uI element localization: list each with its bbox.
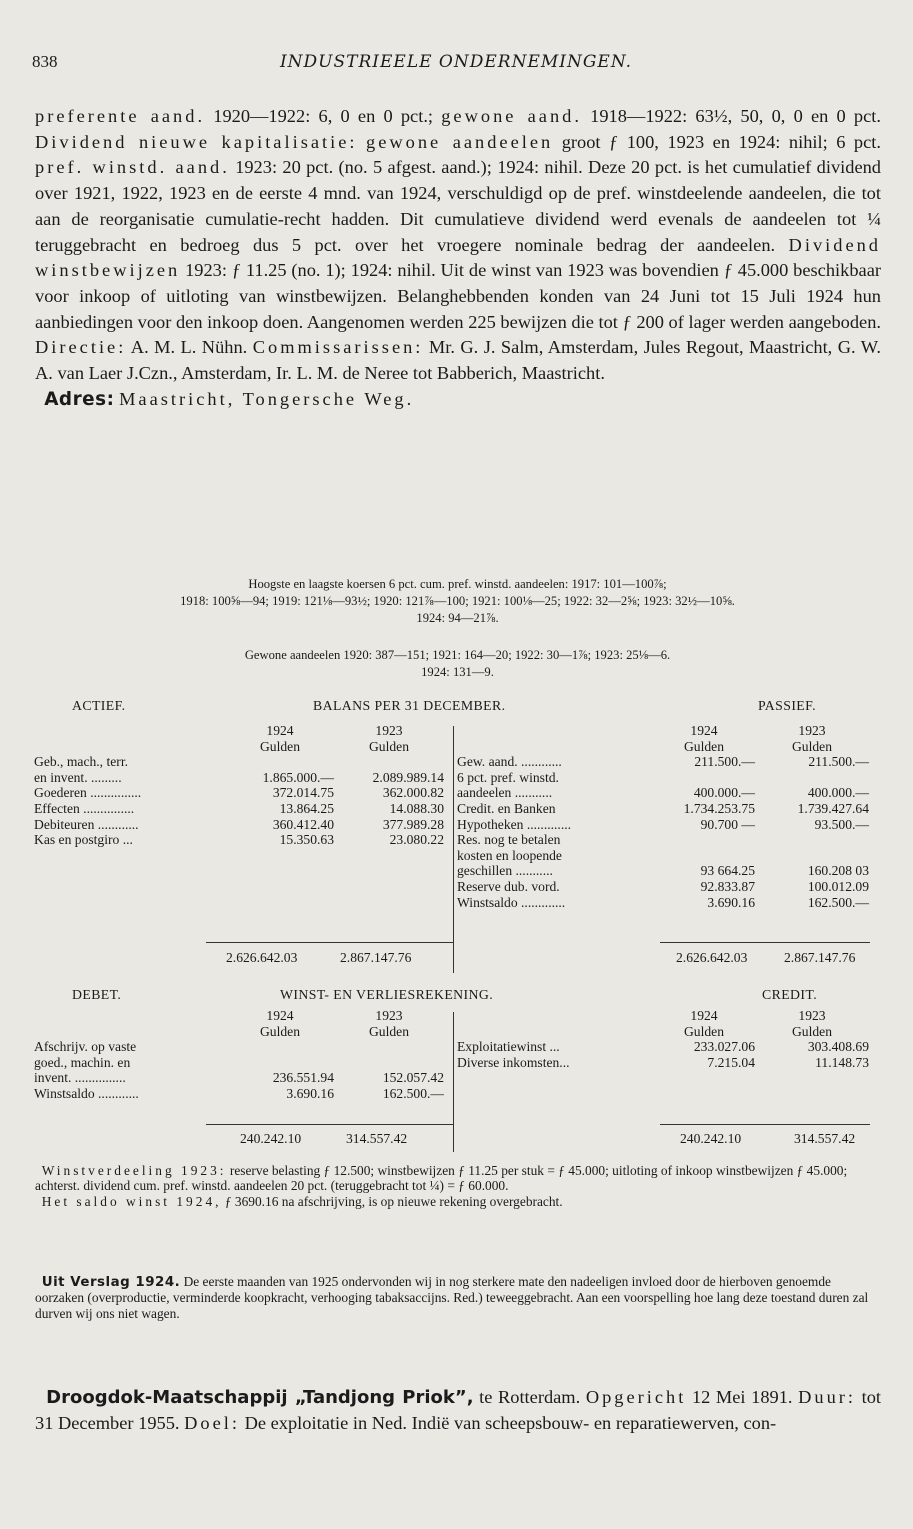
row-value: 162.500.— xyxy=(382,1085,444,1101)
row-value: 236.551.94 xyxy=(272,1070,334,1086)
row-value: 90.700 — xyxy=(700,816,755,832)
opgericht-label: Opgericht xyxy=(585,1387,687,1407)
row-value: 1.734.253.75 xyxy=(683,800,755,816)
row-label: Reserve dub. vord. xyxy=(457,878,560,894)
row-value: 23.080.22 xyxy=(389,832,444,848)
winstverdeeling-text: reserve belasting ƒ 12.500; winstbewijzen ƒ 11.25 per stuk = ƒ 45.000; uitloting of inkoop winstbewijzen ƒ 45.000; achterst. dividend cum. pref. winstd. aandeelen 20 pct. (teruggebracht tot ¼) = ƒ 60.000. xyxy=(35,1163,848,1194)
row-label: Hypotheken ............. xyxy=(457,816,572,832)
address-value: Maastricht, Tongersche Weg. xyxy=(119,388,415,409)
row-label: 6 pct. pref. winstd. xyxy=(457,769,559,785)
row-value xyxy=(653,832,755,848)
row-value: 2.089.989.14 xyxy=(372,769,444,785)
passief-caption: PASSIEF. xyxy=(758,698,816,713)
debet-row xyxy=(34,1070,444,1086)
row-value: 100.012.09 xyxy=(807,878,869,894)
row-value: 93 664.25 xyxy=(700,863,755,879)
row-value: 7.215.04 xyxy=(707,1054,755,1070)
duur-label: Duur: xyxy=(798,1387,856,1407)
passief-row xyxy=(457,785,869,801)
passief-total-1923: 2.867.147.76 xyxy=(784,950,856,965)
passief-row xyxy=(457,770,869,786)
row-value: 3.690.16 xyxy=(286,1085,334,1101)
saldo-text: ƒ 3690.16 na afschrijving, is op nieuwe rekening overgebracht. xyxy=(221,1193,563,1209)
actief-row xyxy=(34,770,444,786)
droogdok-paragraph: Droogdok-Maatschappij „Tandjong Priok”, te Rotterdam. Opgericht 12 Mei 1891. Duur: tot 31 December 1955. Doel: De exploitatie in Ned. Indië van scheepsbouw- en reparatiewerven, con- xyxy=(35,1387,881,1433)
passief-total-1924: 2.626.642.03 xyxy=(676,950,748,965)
verslag-label: Uit Verslag 1924. xyxy=(41,1275,181,1290)
row-value xyxy=(226,1039,334,1055)
passief-row xyxy=(457,754,869,770)
intro-paragraph xyxy=(35,104,881,412)
row-value xyxy=(755,848,869,864)
actief-row xyxy=(34,801,444,817)
verslag-text: De eerste maanden van 1925 ondervonden wij in nog sterkere mate den nadeeligen invloed door de hierboven genoemde oorzaken (overproductie, verminderde koopkracht, verhooging tabaksaccijns. Red.) teweeggebracht. Aan een voorspelling hoe lang deze toestand duren zal durven wij ons niet wagen. xyxy=(35,1274,869,1321)
row-label: Exploitatiewinst ... xyxy=(457,1039,560,1055)
winstverdeeling-label: Winstverdeeling 1923: xyxy=(41,1163,227,1178)
row-value: 400.000.— xyxy=(693,785,755,801)
actief-row xyxy=(34,785,444,801)
credit-total-1924: 240.242.10 xyxy=(680,1131,742,1146)
debet-table: 1924 1923 Gulden Gulden Afschrijv. op vaste goed., machin. en invent. ............... 236.551.94 152.057.42 Winstsaldo ............ 3.690.16 162.500.— xyxy=(34,1008,444,1101)
debet-total-rule xyxy=(206,1124,454,1125)
pref-koersen: Hoogste en laagste koersen 6 pct. cum. pref. winstd. aandeelen: 1917: 101—100⅞; 1918: 100⅝—94; 1919: 121⅛—93½; 1920: 121⅞—100; 1921: 100⅛—25; 1922: 32—2⅝; 1923: 32½—10⅝. 1924: 94—21⅞. xyxy=(180,577,735,625)
debet-caption: DEBET. xyxy=(72,987,122,1002)
row-value: 400.000.— xyxy=(807,785,869,801)
row-label: aandeelen ........... xyxy=(457,785,553,801)
passief-total-rule xyxy=(660,942,870,943)
credit-total-rule xyxy=(660,1124,870,1125)
row-value xyxy=(226,754,334,770)
page-header xyxy=(32,52,880,76)
balans-divider xyxy=(453,726,454,973)
actief-row xyxy=(34,817,444,833)
debet-row xyxy=(34,1055,444,1071)
row-value: 233.027.06 xyxy=(693,1039,755,1055)
debet-row xyxy=(34,1039,444,1055)
company-location: te Rotterdam. xyxy=(473,1387,581,1407)
gewone-koersen: Gewone aandeelen 1920: 387—151; 1921: 164—20; 1922: 30—1⅞; 1923: 25⅛—6. 1924: 131—9. xyxy=(244,648,671,679)
actief-total-1924: 2.626.642.03 xyxy=(226,950,298,965)
dividend-text: preferente aand. 1920—1922: 6, 0 en 0 pct.; gewone aand. 1918—1922: 63½, 50, 0, 0 en 0 pct. Dividend nieuwe kapitalisatie: gewone aandeelen groot ƒ 100, 1923 en 1924: nihil; 6 pct. pref. winstd. aand. 1923: 20 pct. (no. 5 afgest. aand.); 1924: nihil. Deze 20 pct. is het cumulatief dividend over 1921, 1922, 1923 en de eerste 4 mnd. van 1924, verschuldigd op de pref. winstdeelende aandeelen, die tot aan de reorganisatie cumulatie-recht hadden. Dit cumulatieve dividend werd evenals de aandeelen tot ¼ teruggebracht en bedroeg dus 5 pct. over het vroegere nominale bedrag der aandeelen. Dividend winstbewijzen 1923: ƒ 11.25 (no. 1); 1924: nihil. Uit de winst van 1923 was bovendien ƒ 45.000 beschikbaar voor inkoop of uitloting van winstbewijzen. Belanghebbenden konden van 24 Juni tot 15 Juli 1924 hun aanbiedingen voor den inkoop doen. Aangenomen werden 225 bewijzen die tot ƒ 200 of lager werden aangeboden. Directie: A. M. L. Nühn. Commissarissen: Mr. G. J. Salm, Amsterdam, Jules Regout, Maastricht, G. W. A. van Laer J.Czn., Amsterdam, Ir. L. M. de Neree tot Babberich, Maastricht. xyxy=(35,106,881,384)
actief-total-1923: 2.867.147.76 xyxy=(340,950,412,965)
row-value xyxy=(653,848,755,864)
doel-label: Doel: xyxy=(184,1412,240,1433)
row-value xyxy=(334,754,444,770)
row-value: 377.989.28 xyxy=(382,816,444,832)
address-line xyxy=(35,387,881,413)
passief-row xyxy=(457,817,869,833)
row-value: 152.057.42 xyxy=(382,1070,444,1086)
passief-row xyxy=(457,832,869,848)
row-value: 211.500.— xyxy=(808,754,869,770)
passief-row xyxy=(457,801,869,817)
row-label: Effecten ............... xyxy=(34,800,135,816)
debet-row xyxy=(34,1086,444,1102)
credit-total-1923: 314.557.42 xyxy=(794,1131,856,1146)
row-value: 362.000.82 xyxy=(382,785,444,801)
winst-caption: WINST- EN VERLIESREKENING. xyxy=(280,987,494,1002)
passief-row xyxy=(457,895,869,911)
credit-row xyxy=(457,1039,869,1055)
winstverdeeling-paragraph xyxy=(35,1163,881,1209)
row-label: Winstsaldo ............. xyxy=(457,894,566,910)
row-value: 11.148.73 xyxy=(815,1054,869,1070)
row-value: 1.865.000.— xyxy=(262,769,334,785)
row-label: Credit. en Banken xyxy=(457,800,556,816)
row-value: 13.864.25 xyxy=(279,800,334,816)
row-value xyxy=(334,1039,444,1055)
row-label: en invent. ......... xyxy=(34,769,122,785)
debet-total-1924: 240.242.10 xyxy=(240,1131,302,1146)
row-label: Geb., mach., terr. xyxy=(34,754,128,770)
actief-caption: ACTIEF. xyxy=(72,698,126,713)
balans-caption: BALANS PER 31 DECEMBER. xyxy=(313,698,506,713)
row-value: 160.208 03 xyxy=(807,863,869,879)
credit-row xyxy=(457,1055,869,1071)
actief-row xyxy=(34,754,444,770)
row-value: 15.350.63 xyxy=(279,832,334,848)
row-label: kosten en loopende xyxy=(457,847,562,863)
page-number: 838 xyxy=(32,52,58,71)
row-value: 1.739.427.64 xyxy=(797,800,869,816)
row-label: Res. nog te betalen xyxy=(457,832,561,848)
credit-caption: CREDIT. xyxy=(762,987,818,1002)
row-label: Diverse inkomsten... xyxy=(457,1054,570,1070)
row-value: 360.412.40 xyxy=(272,816,334,832)
row-label: invent. ............... xyxy=(34,1070,126,1086)
row-value: 162.500.— xyxy=(807,894,869,910)
row-label: Winstsaldo ............ xyxy=(34,1085,139,1101)
running-title: INDUSTRIEELE ONDERNEMINGEN. xyxy=(279,52,633,72)
row-label: Gew. aand. ............ xyxy=(457,754,562,770)
debet-total-1923: 314.557.42 xyxy=(346,1131,408,1146)
address-label: Adres: xyxy=(44,388,115,410)
row-value xyxy=(334,1055,444,1071)
row-value: 303.408.69 xyxy=(807,1039,869,1055)
row-value xyxy=(755,832,869,848)
row-value: 3.690.16 xyxy=(707,894,755,910)
passief-row xyxy=(457,863,869,879)
row-label: goed., machin. en xyxy=(34,1054,131,1070)
credit-table: 1924 1923 Gulden Gulden Exploitatiewinst ... 233.027.06 303.408.69 Diverse inkomsten... 7.215.04 11.148.73 xyxy=(457,1008,869,1070)
actief-row xyxy=(34,832,444,848)
row-value: 211.500.— xyxy=(694,754,755,770)
row-label: geschillen ........... xyxy=(457,863,553,879)
company-name: Droogdok-Maatschappij „Tandjong Priok”, xyxy=(46,1387,474,1408)
row-label: Kas en postgiro ... xyxy=(34,832,133,848)
passief-row xyxy=(457,879,869,895)
verslag-paragraph xyxy=(35,1274,881,1321)
row-label: Goederen ............... xyxy=(34,785,142,801)
row-value xyxy=(226,1055,334,1071)
actief-table: 1924 1923 Gulden Gulden Geb., mach., terr. en invent. ......... 1.865.000.— 2.089.989.14 Goederen ............... 372.014.75 362.000.82 Effecten ............... 13.864.25 14.088.30 Debiteuren ............ 360.412.40 377.989.28 Kas en postgiro ... 15.350.63 23.080.22 xyxy=(34,723,444,848)
passief-table: 1924 1923 Gulden Gulden Gew. aand. ............ 211.500.— 211.500.— 6 pct. pref. winstd. aandeelen ........... 400.000.— 400.000.— Credit. en Banken 1.734.253.75 1.739.427.64 Hypotheken ............. 90.700 — 93.500.— Res. nog te betalen kosten en loopende geschillen ........... 93 664.25 160.208 03 Reserve dub. vord. 92.833.87 100.012.09 Winstsaldo ............. 3.690.16 162.500.— xyxy=(457,723,869,910)
row-value xyxy=(755,770,869,786)
saldo-label: Het saldo winst 1924, xyxy=(41,1193,222,1209)
row-value: 93.500.— xyxy=(814,816,869,832)
row-value: 372.014.75 xyxy=(272,785,334,801)
row-value: 92.833.87 xyxy=(700,878,755,894)
row-label: Afschrijv. op vaste xyxy=(34,1039,137,1055)
winst-divider xyxy=(453,1012,454,1152)
passief-row xyxy=(457,848,869,864)
row-value xyxy=(653,770,755,786)
row-value: 14.088.30 xyxy=(389,800,444,816)
row-label: Debiteuren ............ xyxy=(34,816,139,832)
actief-total-rule xyxy=(206,942,454,943)
